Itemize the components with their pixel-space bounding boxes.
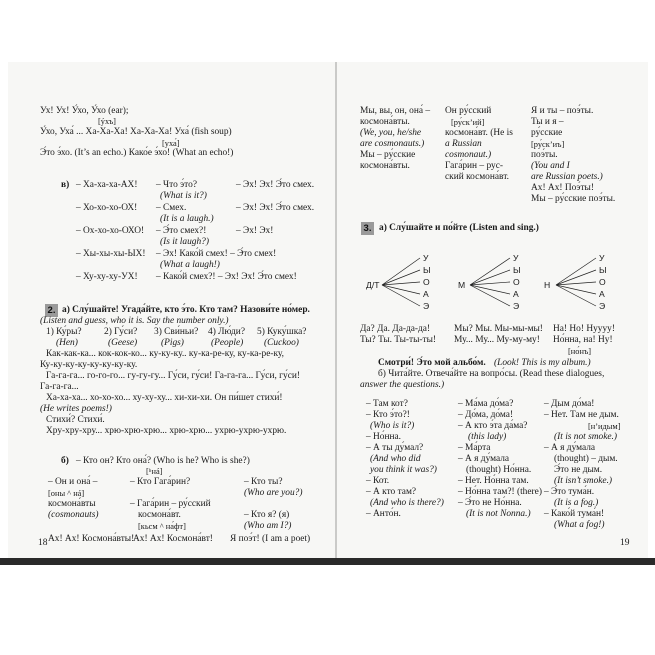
- animal-1: 1) Ку́ры?: [46, 327, 82, 337]
- song-1-line-2: Ты? Ты. Ты-ты-ты!: [360, 335, 437, 345]
- top-col2-en-1: a Russian: [445, 139, 482, 149]
- final-line-2: Ах! Ах! Космона́вт!: [133, 534, 213, 544]
- laugh-row-2-b-en: (It is a laugh.): [160, 214, 214, 224]
- laugh-row-2-b: – Смех.: [156, 203, 187, 213]
- col-b-line-3: космона́вт.: [138, 510, 181, 520]
- dialogue-3-line-4: – А я ду́мала: [544, 443, 596, 453]
- laugh-row-1-b-en: (What is it?): [160, 191, 207, 201]
- col-b-line-2: – Гага́рин – ру́сский: [130, 499, 211, 509]
- fan-1-end-e: Э: [423, 301, 430, 311]
- dialogue-3-transcription: [н’идым]: [588, 422, 621, 431]
- laugh-row-4-b: – Эх! Како́й смех! – Э́то смех!: [156, 249, 277, 259]
- animal-3: 3) Сви́ньи?: [154, 327, 199, 337]
- scan-bottom-edge: [0, 558, 655, 565]
- dialogue-3-line-2: – Нет. Там не дым.: [544, 410, 619, 420]
- top-col1-line-3: Мы – ру́сские: [360, 150, 416, 160]
- dialogue-1-line-3: (Who is it?): [370, 421, 415, 431]
- book-gutter: [335, 62, 337, 562]
- song-3-line-2: Но́нна, на! Ну!: [553, 335, 613, 345]
- fan-1-end-y: Ы: [423, 265, 431, 275]
- top-col3-transcription: [ру́ск’иъ]: [531, 140, 565, 149]
- top-col2-line-2: космона́вт. (He is: [445, 128, 513, 138]
- animal-5: 5) Куку́шка?: [257, 327, 307, 337]
- fish-transcription: [уха́]: [162, 139, 180, 148]
- top-col1-line-2: космона́вты.: [360, 117, 410, 127]
- dialogue-3-line-10: – Како́й тума́н!: [544, 509, 605, 519]
- fan-3-end-a: А: [599, 289, 605, 299]
- dialogue-1-line-8: – Кот.: [366, 476, 390, 486]
- sounds-line-5: Ха-ха-ха... хо-хо-хо... ху-ху-ху... хи-хи-хи. Он пи́шет стихи́!: [46, 393, 283, 403]
- col-c-line-2: – Кто я? (я): [244, 510, 290, 520]
- fan-2-end-u: У: [513, 253, 519, 263]
- exercise-3b-line-2: answer the questions.): [360, 380, 445, 390]
- dialogue-1-line-7: you think it was?): [370, 465, 437, 475]
- col-a-line-2: космона́вты: [48, 499, 96, 509]
- sounds-line-7: Хру-хру-хру... хрю-хрю-хрю... хрю-хрю... ухрю-ухрю-ухрю.: [46, 426, 287, 436]
- col-c-line-1: – Кто ты?: [244, 477, 283, 487]
- sounds-line-2: Ку-ку-ку-ку-ку-ку-ку-ку.: [40, 360, 138, 370]
- laugh-row-1-b: – Что э́то?: [156, 180, 197, 190]
- col-c-line-2-en: (Who am I?): [244, 521, 292, 531]
- animal-2-en: (Geese): [108, 338, 138, 348]
- exercise-2-title-en: (Listen and guess, who it is. Say the number only.): [40, 316, 229, 326]
- ear-transcription: [ýхъ]: [98, 117, 116, 126]
- section-b-label: б): [61, 456, 69, 466]
- sounds-line-4: Га-га-га...: [40, 382, 79, 392]
- col-a-transcription: [оны ^ нá]: [48, 489, 85, 498]
- album-heading: Смотри́! Э́то мой альбо́м.: [378, 358, 486, 368]
- animal-4-en: (People): [211, 338, 244, 348]
- col-c-line-1-en: (Who are you?): [244, 488, 303, 498]
- animal-2: 2) Гу́си?: [104, 327, 138, 337]
- top-col3-line-2: Ты и я –: [531, 117, 564, 127]
- echo-line: Э́то э́хо. (It’s an echo.) Како́е э́хо! (What an echo!): [40, 148, 234, 158]
- top-col2-line-4: ский космона́вт.: [445, 172, 509, 182]
- dialogue-2-line-8: – Нет. Но́нна там.: [458, 476, 529, 486]
- laugh-row-2-a: – Хо-хо-хо-ОХ!: [76, 203, 138, 213]
- col-b-transcription: [кьсм ^ на́фт]: [138, 522, 186, 531]
- sounds-line-5-en: (He writes poems!): [40, 404, 112, 414]
- exercise-2-title: а) Слу́шайте! Угада́йте, кто э́то. Кто там? Назови́те но́мер.: [62, 305, 310, 315]
- dialogue-3-line-1: – Дым до́ма!: [544, 399, 595, 409]
- laugh-row-4-a: – Хы-хы-хы-ЫХ!: [76, 249, 146, 259]
- laugh-row-2-c: – Эх! Эх! Э́то смех.: [236, 203, 315, 213]
- fan-2-end-e: Э: [513, 301, 520, 311]
- fish-line: У́хо, Уха́ ... Ха-Ха-Ха! Ха-Ха-Ха! Уха́ (fish soup): [40, 127, 232, 137]
- dialogue-3-line-8: – Э́то тума́н.: [544, 487, 595, 497]
- syllable-fan-3: [542, 252, 612, 314]
- fan-3-end-u: У: [599, 253, 605, 263]
- dialogue-1-line-1: – Там кот?: [366, 399, 408, 409]
- song-2-line-2: Му... Му... Му-му-му!: [454, 335, 540, 345]
- fan-3-end-y: Ы: [599, 265, 607, 275]
- dialogue-2-line-2: – До́ма, до́ма!: [458, 410, 514, 420]
- book-spread: [8, 62, 648, 562]
- syllable-fan-1: [366, 252, 436, 314]
- section-v-label: в): [61, 180, 70, 190]
- fan-2-end-a: А: [513, 289, 519, 299]
- top-col2-transcription: [ру́ск’ий]: [451, 118, 485, 127]
- top-col2-line-3: Гага́рин – рус-: [445, 161, 503, 171]
- top-col2-en-2: cosmonaut.): [445, 150, 492, 160]
- laugh-row-1-c: – Эх! Эх! Э́то смех.: [236, 180, 315, 190]
- dialogue-1-line-5: – А ты ду́мал?: [366, 443, 424, 453]
- song-2-line-1: Мы? Мы. Мы-мы-мы!: [454, 324, 543, 334]
- exercise-3-title: а) Слу́шайте и по́йте (Listen and sing.): [379, 223, 539, 233]
- sounds-line-6: Стихи́? Стихи́.: [46, 415, 105, 425]
- dialogue-1-line-4: – Но́нна.: [366, 432, 402, 442]
- fan-3-stem: Н: [544, 280, 551, 290]
- col-b-line-1: – Кто Гага́рин?: [130, 477, 191, 487]
- dialogue-3-line-9: (It is a fog.): [554, 498, 599, 508]
- fan-1-end-a: А: [423, 289, 429, 299]
- dialogue-1-line-9: – А кто там?: [366, 487, 417, 497]
- fan-1-stem: Д/Т: [366, 280, 380, 290]
- top-col2-line-1: Он ру́сский: [445, 106, 492, 116]
- top-col1-en-1: (We, you, he/she: [360, 128, 422, 138]
- fan-2-end-y: Ы: [513, 265, 521, 275]
- top-col1-line-1: Мы, вы, он, она́ –: [360, 106, 431, 116]
- dialogue-3-line-3: (It is not smoke.): [554, 432, 618, 442]
- dialogue-3-line-5: (thought) – дым.: [554, 454, 618, 464]
- fan-3-end-e: Э: [599, 301, 606, 311]
- fan-2-end-o: О: [513, 277, 520, 287]
- syllable-fan-2: [456, 252, 526, 314]
- dialogue-2-line-1: – Ма́ма до́ма?: [458, 399, 514, 409]
- top-col3-line-3: ру́сские: [531, 128, 563, 138]
- dialogue-2-line-3: – А кто э́та да́ма?: [458, 421, 528, 431]
- laugh-row-1-a: – Ха-ха-ха-АХ!: [76, 180, 138, 190]
- top-col1-line-4: космона́вты.: [360, 161, 410, 171]
- dialogue-2-line-9: – Но́нна там?! (there): [458, 487, 542, 497]
- song-3-transcription: [но́нъ]: [568, 347, 592, 356]
- col-a-line-1: – Он и она́ –: [48, 477, 98, 487]
- col-a-line-2-en: (cosmonauts): [48, 510, 99, 520]
- dialogue-3-line-7: (It isn’t smoke.): [554, 476, 613, 486]
- section-b-title: – Кто он? Кто она́? (Who is he? Who is she?): [76, 456, 250, 466]
- section-b-transcription: [ʰнá]: [146, 467, 163, 476]
- dialogue-1-line-6: (And who did: [370, 454, 421, 464]
- song-1-line-1: Да? Да. Да-да-да!: [360, 324, 431, 334]
- fan-3-end-o: О: [599, 277, 606, 287]
- laugh-row-3-b: – Э́то смех?!: [156, 226, 207, 236]
- dialogue-1-line-10: (And who is there?): [370, 498, 444, 508]
- top-col3-line-4: поэ́ты.: [531, 150, 558, 160]
- dialogue-1-line-11: – Анто́н.: [366, 509, 401, 519]
- dialogue-2-line-6: – А я ду́мала: [458, 454, 510, 464]
- laugh-row-4-b-en: (What a laugh!): [160, 260, 220, 270]
- laugh-row-3-a: – Ох-хо-хо-ОХО!: [76, 226, 145, 236]
- dialogue-2-line-10: – Э́то не Но́нна.: [458, 498, 522, 508]
- dialogue-2-line-5: – Ма́рта: [458, 443, 491, 453]
- laugh-row-3-b-en: (Is it laugh?): [160, 237, 209, 247]
- ear-line: Ух! Ух! У́хо, У́хо (ear);: [40, 106, 129, 116]
- exercise-2-badge: 2.: [45, 304, 58, 317]
- dialogue-1-line-2: – Кто э́то?!: [366, 410, 410, 420]
- sounds-line-1: Как-как-ка... кок-кок-ко... ку-ку-ку.. ку-ка-ре-ку, ку-ка-ре-ку,: [46, 349, 285, 359]
- dialogue-2-line-4: (this lady): [468, 432, 507, 442]
- final-line-3: Я поэ́т! (I am a poet): [230, 534, 311, 544]
- exercise-3-badge: 3.: [361, 222, 374, 235]
- animal-3-en: (Pigs): [161, 338, 184, 348]
- top-col3-line-1: Я и ты – поэ́ты.: [531, 106, 594, 116]
- top-col3-line-6: Мы – ру́сские поэ́ты.: [531, 194, 616, 204]
- top-col3-en-1: (You and I: [531, 161, 570, 171]
- dialogue-3-line-6: Э́то не дым.: [554, 465, 603, 475]
- dialogue-2-line-7: (thought) Но́нна.: [466, 465, 532, 475]
- page-number-right: 19: [620, 538, 630, 548]
- laugh-row-3-c: – Эх! Эх!: [236, 226, 274, 236]
- top-col3-en-2: are Russian poets.): [531, 172, 603, 182]
- fan-2-stem: М: [458, 280, 466, 290]
- animal-5-en: (Cuckoo): [264, 338, 299, 348]
- top-col3-line-5: Ах! Ах! Поэ́ты!: [531, 183, 594, 193]
- animal-1-en: (Hen): [56, 338, 78, 348]
- fan-1-end-o: О: [423, 277, 430, 287]
- top-col1-en-2: are cosmonauts.): [360, 139, 425, 149]
- song-3-line-1: На! Но! Нуууу!: [553, 324, 615, 334]
- animal-4: 4) Лю́ди?: [208, 327, 245, 337]
- final-line-1: Ах! Ах! Космона́вты!: [48, 534, 135, 544]
- exercise-3b-line: б) Чита́йте. Отвеча́йте на вопро́сы. (Read these dialogues,: [378, 369, 605, 379]
- fan-1-end-u: У: [423, 253, 429, 263]
- album-heading-en: (Look! This is my album.): [494, 358, 591, 368]
- dialogue-3-line-11: (What a fog!): [554, 520, 605, 530]
- dialogue-2-line-11: (It is not Nonna.): [466, 509, 531, 519]
- page-number-left: 18: [38, 538, 48, 548]
- laugh-row-5-b: – Како́й смех?! – Эх! Эх! Э́то смех!: [156, 272, 297, 282]
- sounds-line-3: Га-га-га... го-го-го... гу-гу-гу... Гу́си, гу́си! Га-га-га... Гу́си, гу́си!: [46, 371, 300, 381]
- laugh-row-5-a: – Ху-ху-ху-УХ!: [76, 272, 138, 282]
